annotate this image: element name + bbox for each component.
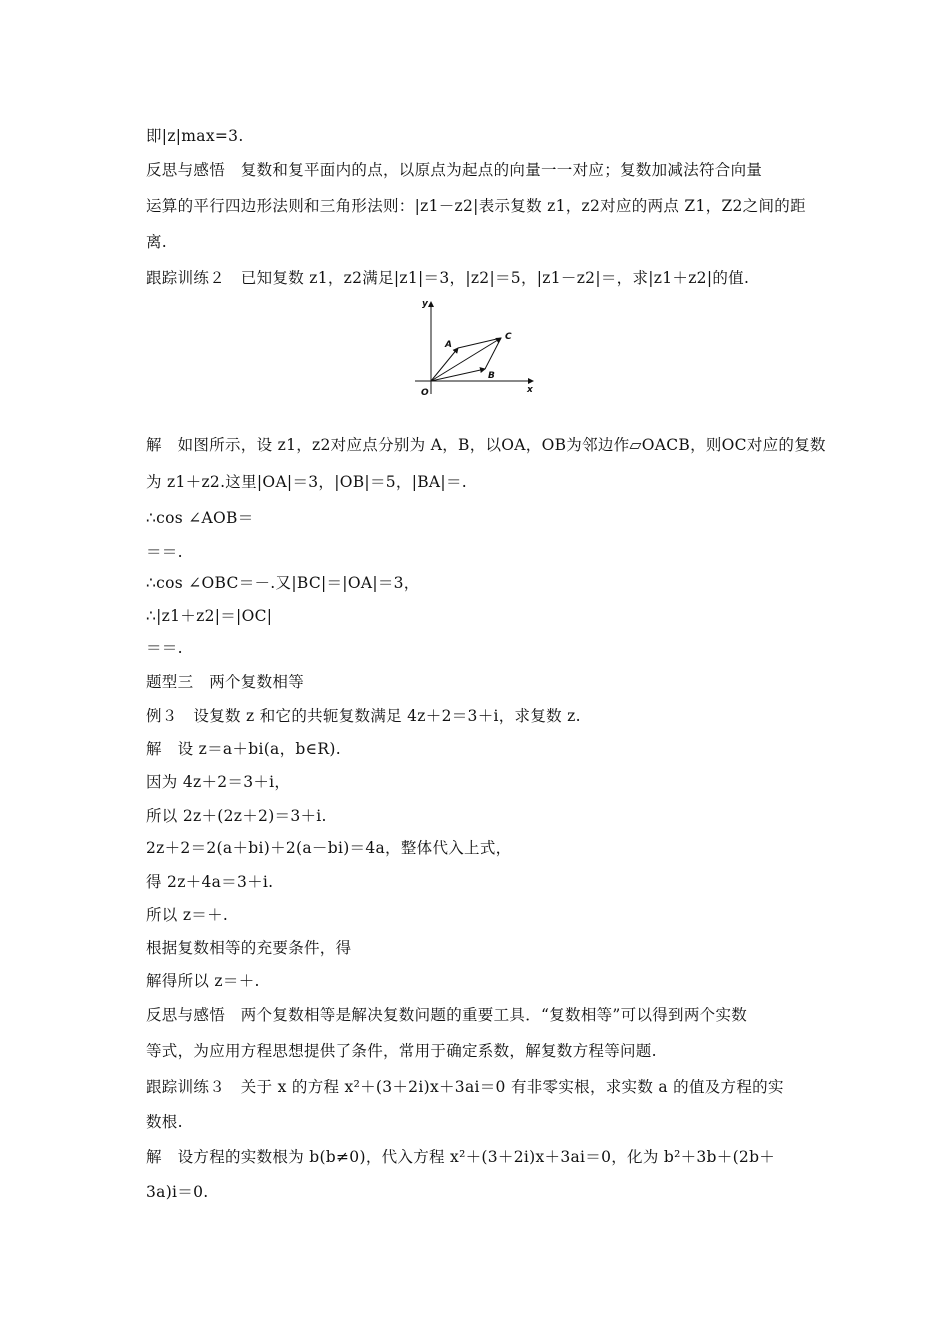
text-line: 即|z|max=3. [146,127,244,145]
y-label: y [422,299,428,309]
text-line: ∴|z1＋z2|＝|OC| [146,607,273,625]
text-line: 反思与感悟 两个复数相等是解决复数问题的重要工具．“复数相等”可以得到两个实数 [146,1006,748,1024]
text-line: ＝＝. [146,543,183,561]
origin-label: O [421,388,429,398]
text-line: 解 如图所示，设 z1，z2对应点分别为 A，B，以OA，OB为邻边作▱OACB，则OC对应的复数 [146,436,826,454]
text-line: 所以 z＝＋. [146,906,229,924]
x-label: x [527,385,533,395]
text-line: 所以 2z＋(2z＋2)＝3＋i. [146,807,327,825]
text-line: 跟踪训练２ 已知复数 z1，z2满足|z1|＝3，|z2|＝5，|z1－z2|＝，求|z1＋z2|的值. [146,269,750,287]
text-line: 为 z1＋z2.这里|OA|＝3，|OB|＝5，|BA|＝. [146,473,467,491]
point-a-label: A [445,340,452,350]
text-line: ＝＝. [146,639,183,657]
text-line: 跟踪训练３ 关于 x 的方程 x²＋(3＋2i)x＋3ai＝0 有非零实根，求实数 a 的值及方程的实 [146,1078,784,1096]
text-line: 运算的平行四边形法则和三角形法则：|z1－z2|表示复数 z1，z2对应的两点 Z1，Z2之间的距 [146,197,806,215]
text-line: 3a)i＝0. [146,1183,209,1201]
text-line: ∴cos ∠OBC＝－.又|BC|＝|OA|＝3， [146,574,420,592]
text-line: 解 设 z＝a＋bi(a，b∈R). [146,740,341,758]
segment-ac [458,338,501,348]
text-line: 得 2z＋4a＝3＋i. [146,873,274,891]
point-c-label: C [505,332,512,342]
text-line: 等式，为应用方程思想提供了条件，常用于确定系数，解复数方程等问题. [146,1042,657,1060]
text-line: 解 设方程的实数根为 b(b≠0)，代入方程 x²＋(3＋2i)x＋3ai＝0，化为 b²＋3b＋(2b＋ [146,1148,776,1166]
section-heading: 题型三 两个复数相等 [146,673,305,691]
point-b-label: B [488,371,495,381]
text-line: 反思与感悟 复数和复平面内的点，以原点为起点的向量一一对应；复数加减法符合向量 [146,161,763,179]
text-line: 离. [146,233,168,251]
text-line: ∴cos ∠AOB＝ [146,509,254,527]
text-line: 数根. [146,1113,183,1131]
parallelogram-figure [405,294,545,399]
text-line: 根据复数相等的充要条件，得 [146,939,352,957]
text-line: 例３ 设复数 z 和它的共轭复数满足 4z＋2＝3＋i，求复数 z. [146,707,581,725]
text-line: 因为 4z＋2＝3＋i， [146,773,291,791]
text-line: 解得所以 z＝＋. [146,972,260,990]
text-line: 2z＋2＝2(a＋bi)＋2(a－bi)＝4a，整体代入上式， [146,839,512,857]
